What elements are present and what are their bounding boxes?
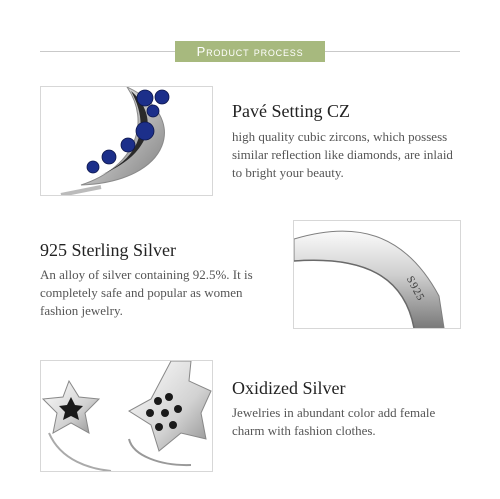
section-description: Jewelries in abundant color add female charm with fashion clothes. xyxy=(232,405,436,438)
section-title: Pavé Setting CZ xyxy=(232,101,350,121)
oxidized-silver-image xyxy=(40,360,213,472)
section-description: An alloy of silver containing 92.5%. It is completely safe and popular as women fashion jewelry. xyxy=(40,267,253,318)
header-rule-left xyxy=(40,51,175,52)
section-header xyxy=(175,41,325,62)
ring-band-icon xyxy=(294,221,460,328)
section-title: Oxidized Silver xyxy=(232,378,346,398)
section-title: 925 Sterling Silver xyxy=(40,240,176,260)
ring-engraving: S925 xyxy=(403,274,427,304)
pave-setting-image xyxy=(40,86,213,196)
header-rule-right xyxy=(325,51,460,52)
section-header-title: Product process xyxy=(196,44,304,59)
stars-icon xyxy=(41,361,212,471)
sterling-silver-image xyxy=(293,220,461,329)
section-description: high quality cubic zircons, which possess similar reflection like diamonds, are inlaid to bright your beauty. xyxy=(232,129,453,180)
moon-pave-icon xyxy=(41,87,212,195)
